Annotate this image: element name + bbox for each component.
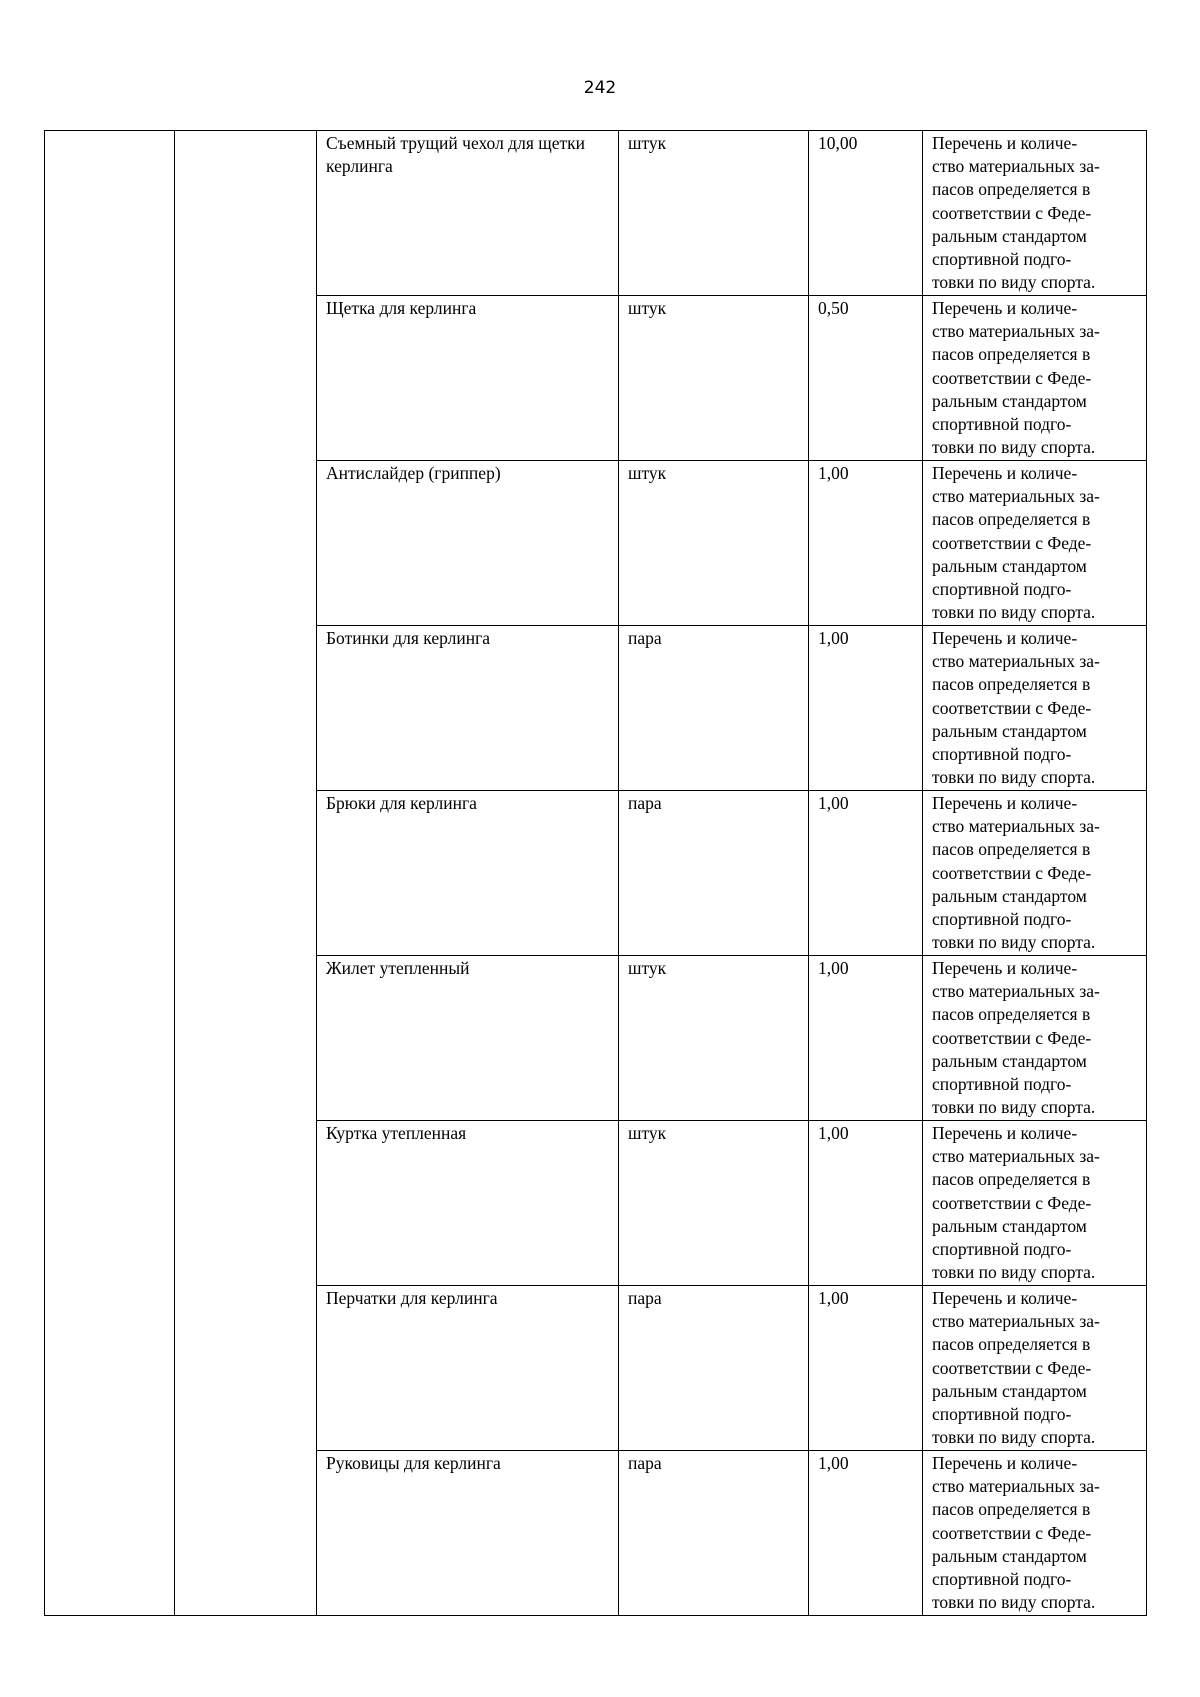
note-line: соответствии с Феде- [932,1027,1092,1048]
note-line: соответствии с Феде- [932,367,1092,388]
note-cell [923,1121,1147,1286]
note-line: ральным стандартом [932,1545,1087,1566]
note-line: пасов определяется в [932,674,1091,695]
quantity-cell: 1,00 [809,1451,923,1616]
note-line: пасов определяется в [932,839,1091,860]
note-line: Перечень и количе- [932,298,1078,318]
quantity-cell: 1,00 [809,1121,923,1286]
note-line: соответствии с Феде- [932,532,1092,553]
note-line: ство материальных за- [932,651,1100,672]
note-line: соответствии с Феде- [932,202,1092,223]
note-line: ральным стандартом [932,555,1087,576]
note-line: товки по виду спорта. [932,272,1096,293]
note-line: пасов определяется в [932,1004,1091,1025]
item-name-cell: Антислайдер (гриппер) [317,461,619,626]
unit-cell: пара [619,626,809,791]
note-line: Перечень и количе- [932,1453,1078,1473]
note-cell [923,956,1147,1121]
note-line: ство материальных за- [932,1146,1100,1167]
note-line: товки по виду спорта. [932,1592,1096,1613]
note-line: ральным стандартом [932,1050,1087,1071]
note-line: ство материальных за- [932,486,1100,507]
note-cell [923,791,1147,956]
note-line: пасов определяется в [932,1169,1091,1190]
note-line: ральным стандартом [932,720,1087,741]
item-name-cell: Перчатки для керлинга [317,1286,619,1451]
note-line: спортивной подго- [932,1074,1072,1095]
note-line: товки по виду спорта. [932,437,1096,458]
note-line: ральным стандартом [932,390,1087,411]
note-cell [923,296,1147,461]
note-line: товки по виду спорта. [932,1262,1096,1283]
item-name-cell: Жилет утепленный [317,956,619,1121]
merged-cell-col2 [175,131,317,1616]
note-line: Перечень и количе- [932,958,1078,978]
note-line: ство материальных за- [932,321,1100,342]
note-line: спортивной подго- [932,744,1072,765]
quantity-cell: 1,00 [809,791,923,956]
note-line: спортивной подго- [932,909,1072,930]
note-line: товки по виду спорта. [932,767,1096,788]
unit-cell: пара [619,791,809,956]
table-row [45,131,1147,296]
page-number: 242 [583,78,617,98]
note-line: пасов определяется в [932,1499,1091,1520]
note-line: спортивной подго- [932,249,1072,270]
note-cell [923,461,1147,626]
quantity-cell: 0,50 [809,296,923,461]
unit-cell: штук [619,296,809,461]
note-line: соответствии с Феде- [932,697,1092,718]
item-name-cell: Щетка для керлинга [317,296,619,461]
quantity-cell: 1,00 [809,1286,923,1451]
item-name-cell: Брюки для керлинга [317,791,619,956]
note-line: соответствии с Феде- [932,1522,1092,1543]
note-line: соответствии с Феде- [932,1357,1092,1378]
note-line: ство материальных за- [932,816,1100,837]
note-line: спортивной подго- [932,579,1072,600]
unit-cell: штук [619,956,809,1121]
quantity-cell: 10,00 [809,131,923,296]
note-cell [923,1286,1147,1451]
note-line: ральным стандартом [932,885,1087,906]
note-line: Перечень и количе- [932,1288,1078,1308]
note-line: ство материальных за- [932,1311,1100,1332]
note-line: товки по виду спорта. [932,602,1096,623]
note-line: ральным стандартом [932,1215,1087,1236]
note-line: спортивной подго- [932,414,1072,435]
note-line: пасов определяется в [932,344,1091,365]
note-line: ральным стандартом [932,225,1087,246]
note-line: спортивной подго- [932,1404,1072,1425]
item-name-cell: Съемный трущий чехол для щетки керлинга [317,131,619,296]
item-name-cell: Куртка утепленная [317,1121,619,1286]
quantity-cell: 1,00 [809,626,923,791]
quantity-cell: 1,00 [809,461,923,626]
note-line: соответствии с Феде- [932,862,1092,883]
note-line: пасов определяется в [932,509,1091,530]
note-cell [923,626,1147,791]
note-cell [923,1451,1147,1616]
note-cell [923,131,1147,296]
note-line: пасов определяется в [932,179,1091,200]
unit-cell: штук [619,461,809,626]
note-line: Перечень и количе- [932,133,1078,153]
note-line: спортивной подго- [932,1239,1072,1260]
note-line: Перечень и количе- [932,628,1078,648]
note-line: спортивной подго- [932,1569,1072,1590]
note-line: товки по виду спорта. [932,1097,1096,1118]
note-line: Перечень и количе- [932,1123,1078,1143]
item-name-cell: Руковицы для керлинга [317,1451,619,1616]
note-line: товки по виду спорта. [932,1427,1096,1448]
merged-cell-col1 [45,131,175,1616]
note-line: ство материальных за- [932,981,1100,1002]
note-line: товки по виду спорта. [932,932,1096,953]
note-line: Перечень и количе- [932,793,1078,813]
note-line: соответствии с Феде- [932,1192,1092,1213]
materials-table [44,130,1147,1616]
quantity-cell: 1,00 [809,956,923,1121]
note-line: ральным стандартом [932,1380,1087,1401]
note-line: Перечень и количе- [932,463,1078,483]
note-line: пасов определяется в [932,1334,1091,1355]
unit-cell: пара [619,1286,809,1451]
table-body [45,131,1147,1616]
note-line: ство материальных за- [932,156,1100,177]
unit-cell: штук [619,131,809,296]
unit-cell: пара [619,1451,809,1616]
unit-cell: штук [619,1121,809,1286]
item-name-cell: Ботинки для керлинга [317,626,619,791]
note-line: ство материальных за- [932,1476,1100,1497]
